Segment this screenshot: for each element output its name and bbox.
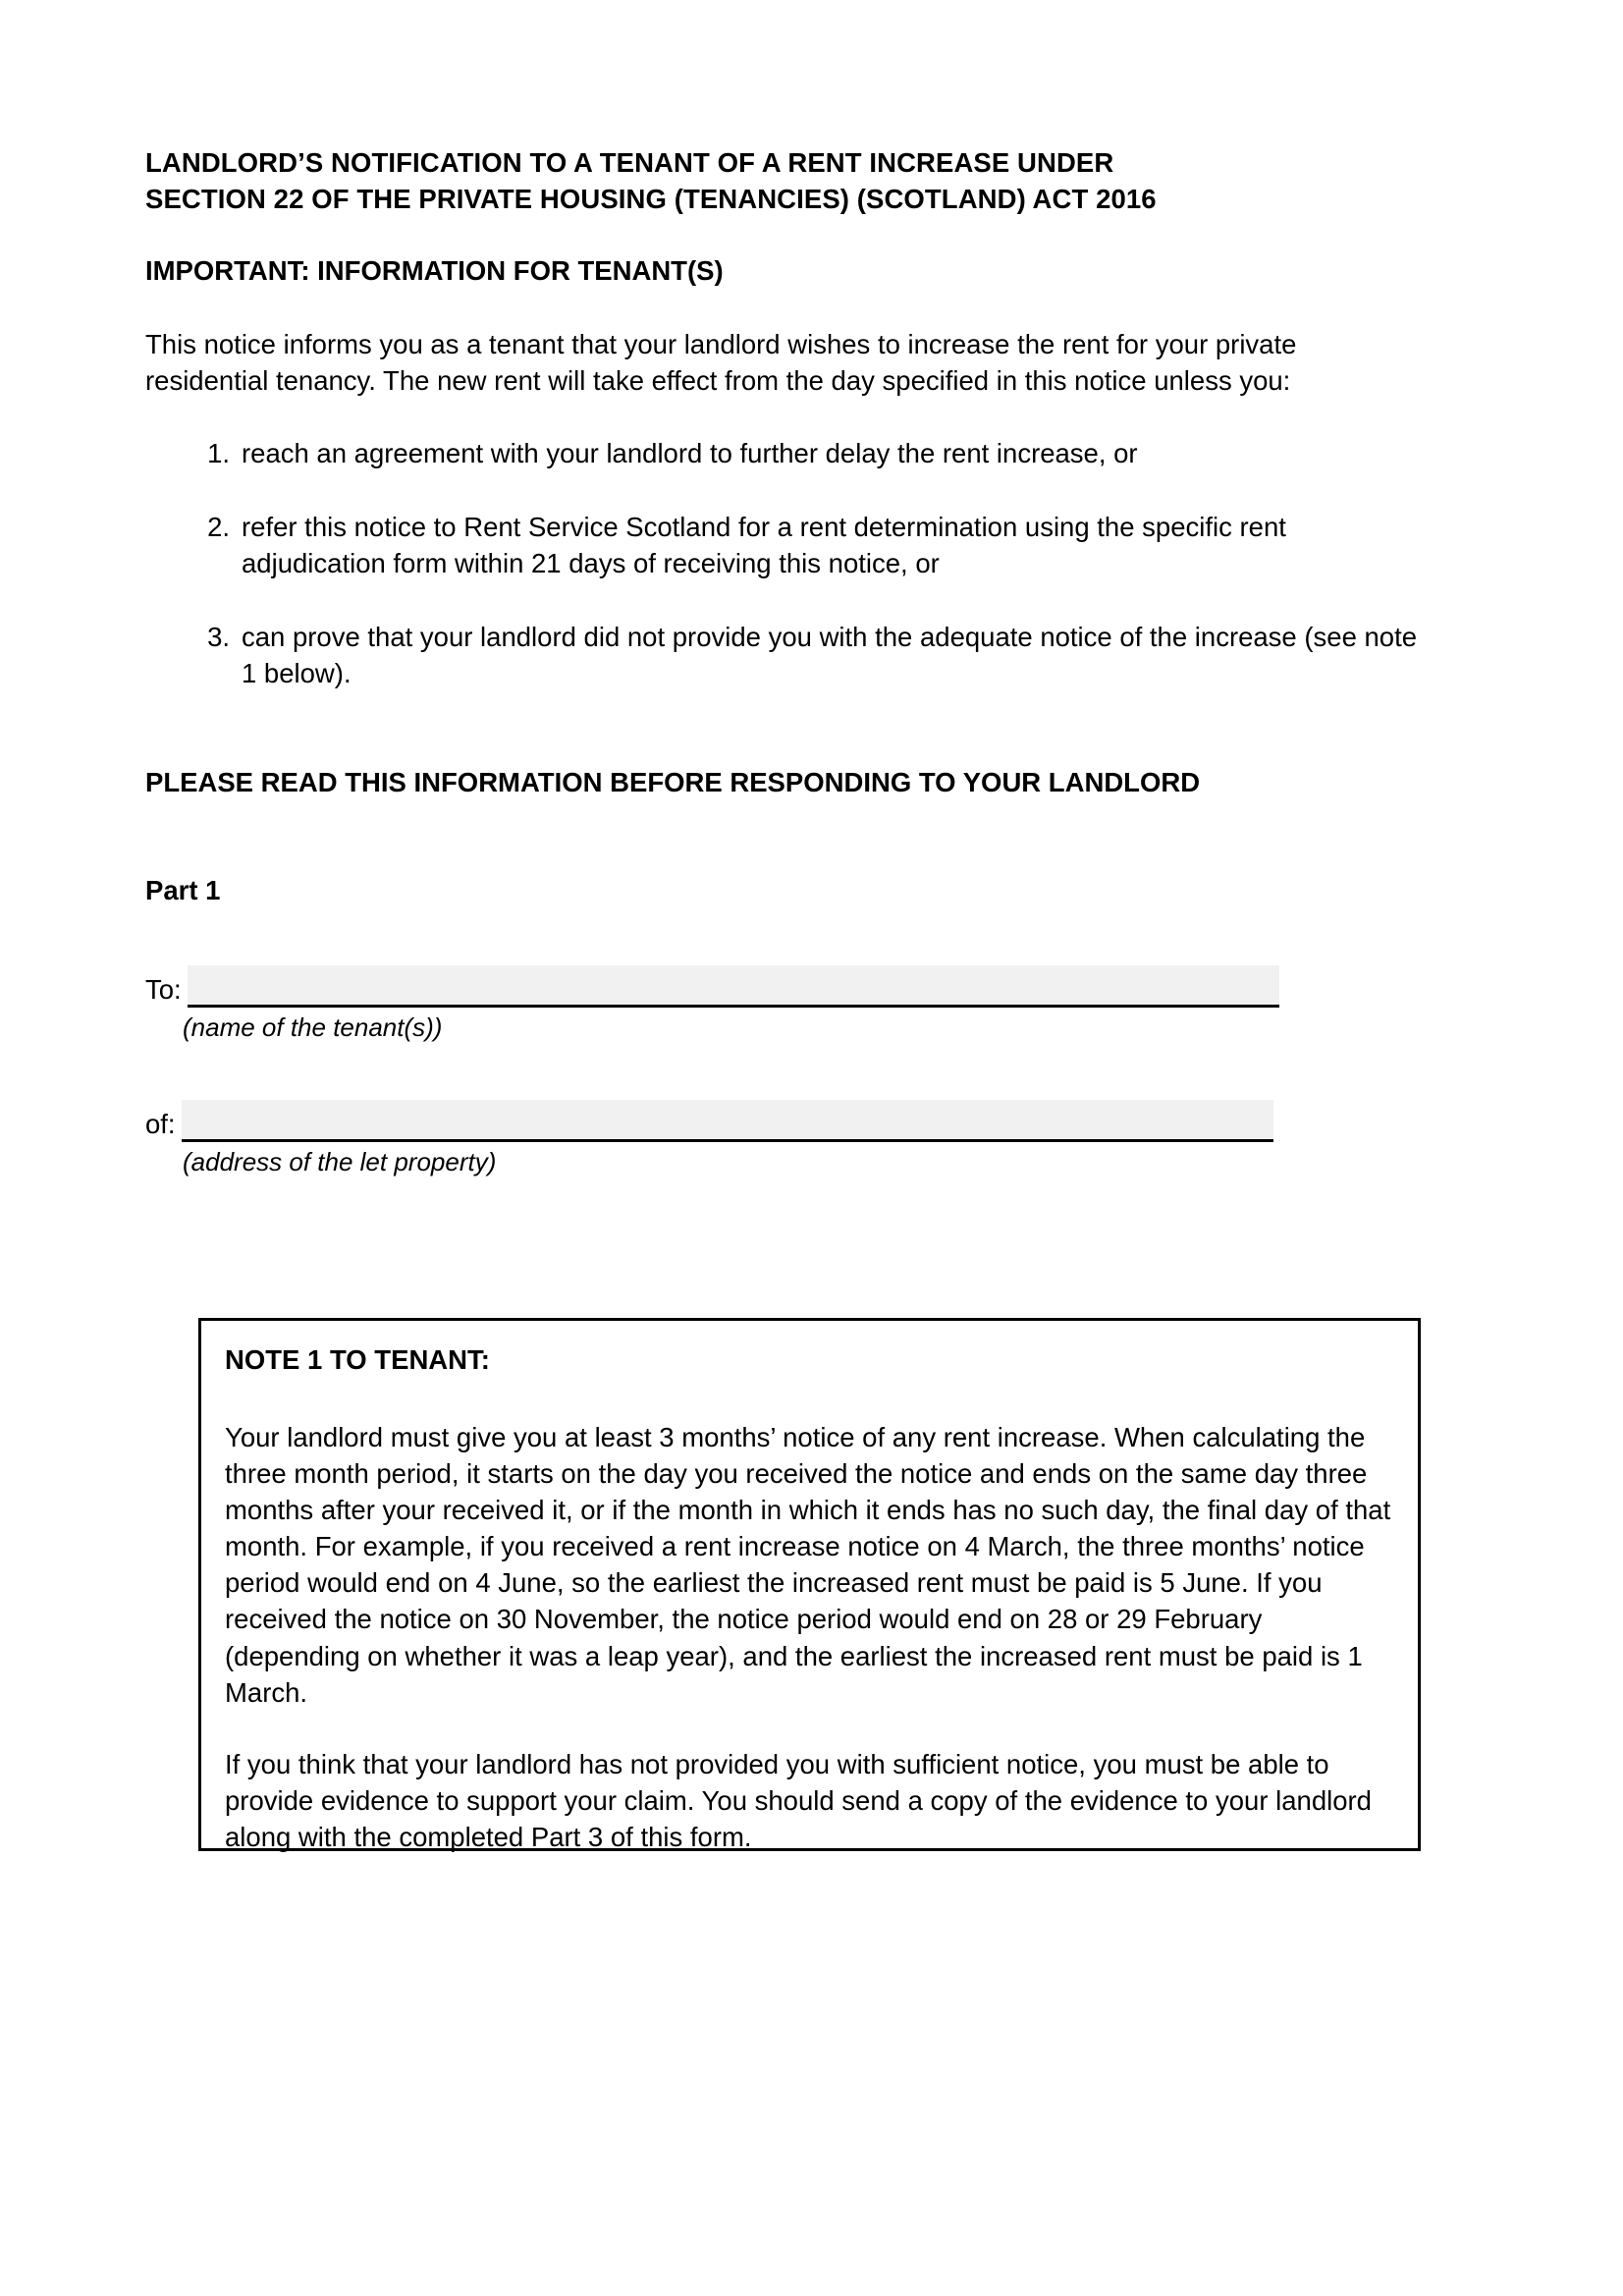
spacer — [145, 290, 1422, 326]
spacer — [145, 1044, 1422, 1080]
part-1-heading: Part 1 — [145, 875, 221, 906]
tenant-name-field-row — [145, 965, 1422, 1008]
property-address-label: of: — [145, 1109, 176, 1140]
document-title-line-1: LANDLORD’S NOTIFICATION TO A TENANT OF A RENT INCREASE UNDER — [145, 147, 1114, 178]
list-item-number: 3. — [207, 622, 230, 653]
list-item-number: 2. — [207, 512, 230, 543]
document-title — [145, 145, 1422, 217]
document-body — [145, 145, 1422, 1179]
spacer — [145, 837, 1422, 873]
list-item — [194, 509, 1422, 581]
document-title-line-2: SECTION 22 OF THE PRIVATE HOUSING (TENANCIES) (SCOTLAND) ACT 2016 — [145, 183, 1157, 214]
spacer — [145, 800, 1422, 837]
spacer — [145, 217, 1422, 253]
list-item-text: refer this notice to Rent Service Scotland for a rent determination using the specific rent adjudication form within 21 days of receiving this notice, or — [242, 512, 1286, 579]
note-1-heading: NOTE 1 TO TENANT: — [225, 1344, 490, 1375]
tenant-name-caption: (name of the tenant(s)) — [183, 1011, 443, 1042]
list-item-text: reach an agreement with your landlord to further delay the rent increase, or — [242, 437, 1138, 468]
important-heading: IMPORTANT: INFORMATION FOR TENANT(S) — [145, 255, 724, 287]
note-1-content — [201, 1321, 1418, 1855]
list-item-text: can prove that your landlord did not provide you with the adequate notice of the increase (see note 1 below). — [242, 622, 1418, 689]
list-item — [194, 435, 1422, 471]
list-item-number: 1. — [207, 437, 230, 468]
spacer — [145, 692, 1422, 729]
spacer — [145, 946, 1422, 965]
spacer — [145, 1080, 1422, 1100]
property-address-field-row — [145, 1100, 1422, 1142]
property-address-caption: (address of the let property) — [183, 1147, 497, 1177]
note-1-box — [198, 1318, 1421, 1851]
property-address-input[interactable] — [182, 1100, 1273, 1142]
please-read-heading: PLEASE READ THIS INFORMATION BEFORE RESPONDING TO YOUR LANDLORD — [145, 766, 1201, 797]
notice-conditions-list — [145, 435, 1422, 692]
note-1-paragraph-2: If you think that your landlord has not provided you with sufficient notice, you must be able to provide evidence to support your claim. You should send a copy of the evidence to your landlord along with the completed Part 3 of this form. — [225, 1748, 1372, 1852]
tenant-name-input[interactable] — [188, 965, 1279, 1008]
tenant-name-label: To: — [145, 973, 182, 1005]
list-item — [194, 619, 1422, 691]
spacer — [145, 909, 1422, 946]
intro-paragraph: This notice informs you as a tenant that your landlord wishes to increase the rent for your private residential tenancy. The new rent will take effect from the day specified in this notice unless you: — [145, 328, 1297, 396]
spacer — [145, 729, 1422, 765]
spacer — [145, 399, 1422, 435]
note-1-paragraph-1: Your landlord must give you at least 3 months’ notice of any rent increase. When calculating the three month period, it starts on the day you received the notice and ends on the same day three months after your received it, or if the month in which it ends has no such day, the final day of that month. For example, if you received a rent increase notice on 4 March, the three months’ notice period would end on 4 June, so the earliest the increased rent must be paid is 5 June. If you received the notice on 30 November, the notice period would end on 28 or 29 February (depending on whether it was a leap year), and the earliest the increased rent must be paid is 1 March. — [225, 1421, 1391, 1708]
